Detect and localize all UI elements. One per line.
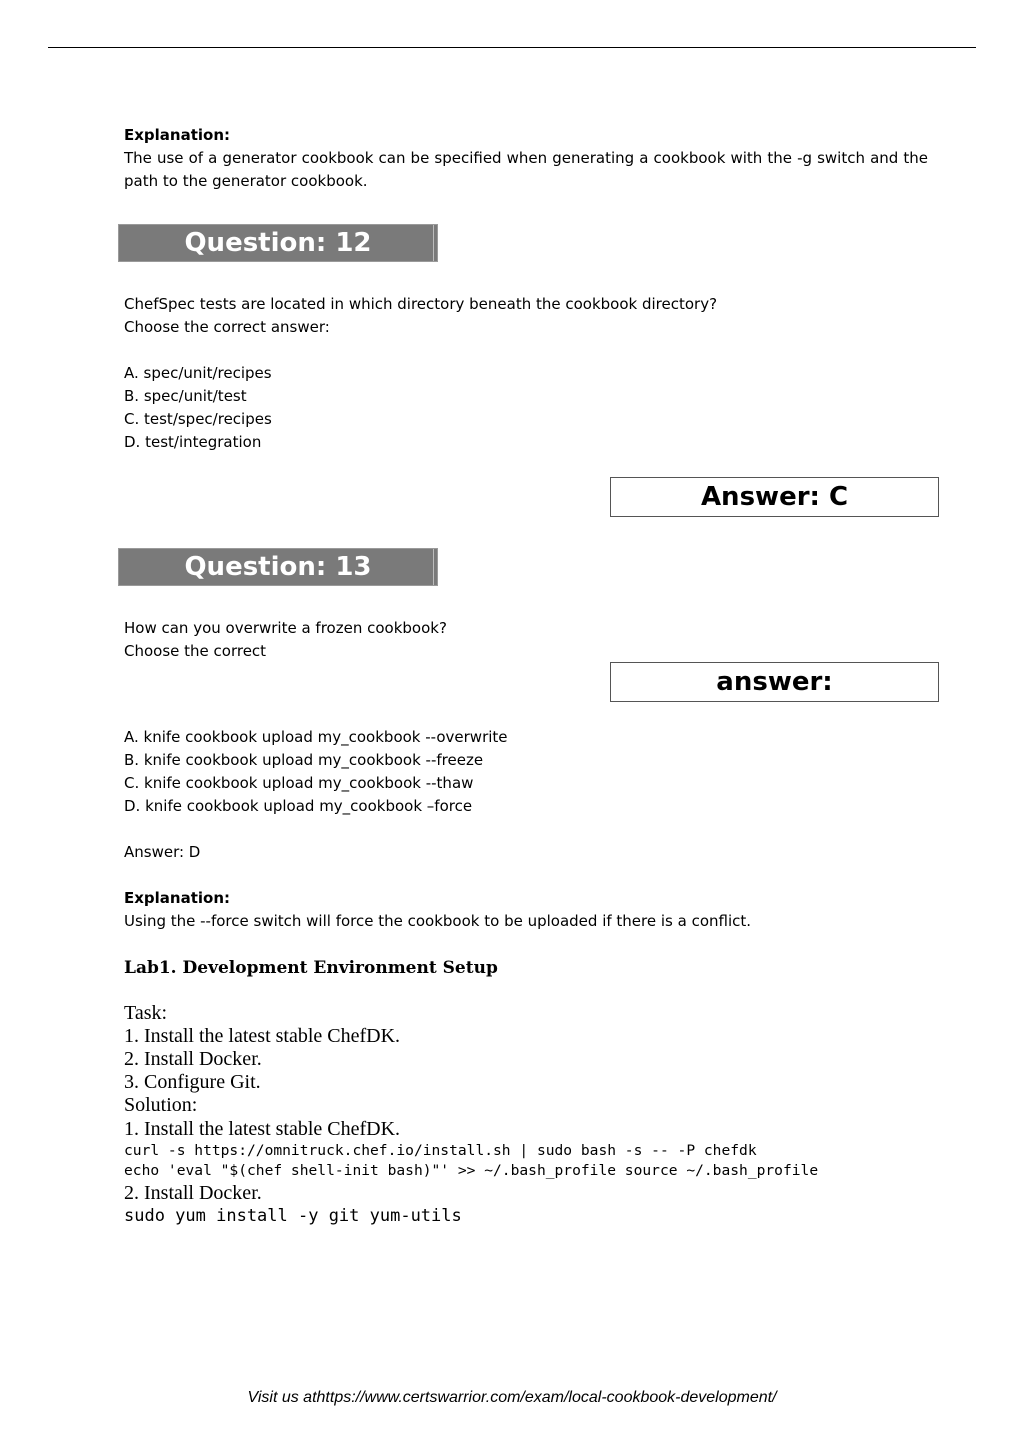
lab-line: 1. Install the latest stable ChefDK. <box>124 1025 401 1047</box>
code-line: curl -s https://omnitruck.chef.io/install.sh | sudo bash -s -- -P chefdk <box>124 1142 757 1159</box>
explanation-text: The use of a generator cookbook can be specified when generating a cookbook with the -g switch and the path to the generator cookbook. <box>124 149 928 190</box>
option-a: A. spec/unit/recipes <box>124 364 272 382</box>
question-12-instruction: Choose the correct answer: <box>124 318 330 336</box>
lab-line: Solution: <box>124 1094 198 1116</box>
question-13-answer: Answer: D <box>124 843 201 861</box>
question-13-answer-box: answer: <box>610 662 939 702</box>
footer-link[interactable]: Visit us athttps://www.certswarrior.com/exam/local-cookbook-development/ <box>247 1389 777 1406</box>
option-a: A. knife cookbook upload my_cookbook --overwrite <box>124 728 508 746</box>
question-13-explanation: Using the --force switch will force the cookbook to be uploaded if there is a conflict. <box>124 912 752 930</box>
lab-line: Task: <box>124 1002 168 1024</box>
code-line: echo 'eval "$(chef shell-init bash)"' >> ~/.bash_profile source ~/.bash_profile <box>124 1162 819 1179</box>
question-13-explanation-label: Explanation: <box>124 889 231 907</box>
lab-line: 2. Install Docker. <box>124 1048 262 1070</box>
option-d: D. knife cookbook upload my_cookbook –force <box>124 797 473 815</box>
option-b: B. spec/unit/test <box>124 387 247 405</box>
lab-line: 1. Install the latest stable ChefDK. <box>124 1118 401 1140</box>
question-12-answer: Answer: C <box>610 477 939 517</box>
lab-line: 3. Configure Git. <box>124 1071 261 1093</box>
option-c: C. knife cookbook upload my_cookbook --thaw <box>124 774 474 792</box>
code-line: sudo yum install -y git yum-utils <box>124 1206 462 1226</box>
question-13-prompt: How can you overwrite a frozen cookbook? <box>124 619 447 637</box>
lab-line: 2. Install Docker. <box>124 1182 262 1204</box>
lab-heading: Lab1. Development Environment Setup <box>124 958 498 978</box>
option-d: D. test/integration <box>124 433 262 451</box>
question-13-instruction: Choose the correct <box>124 642 267 660</box>
option-b: B. knife cookbook upload my_cookbook --freeze <box>124 751 484 769</box>
header-rule <box>48 47 976 48</box>
question-12-title: Question: 12 <box>118 224 438 262</box>
question-13-title: Question: 13 <box>118 548 438 586</box>
option-c: C. test/spec/recipes <box>124 410 272 428</box>
explanation-label: Explanation: <box>124 126 231 144</box>
question-12-prompt: ChefSpec tests are located in which directory beneath the cookbook directory? <box>124 295 718 313</box>
